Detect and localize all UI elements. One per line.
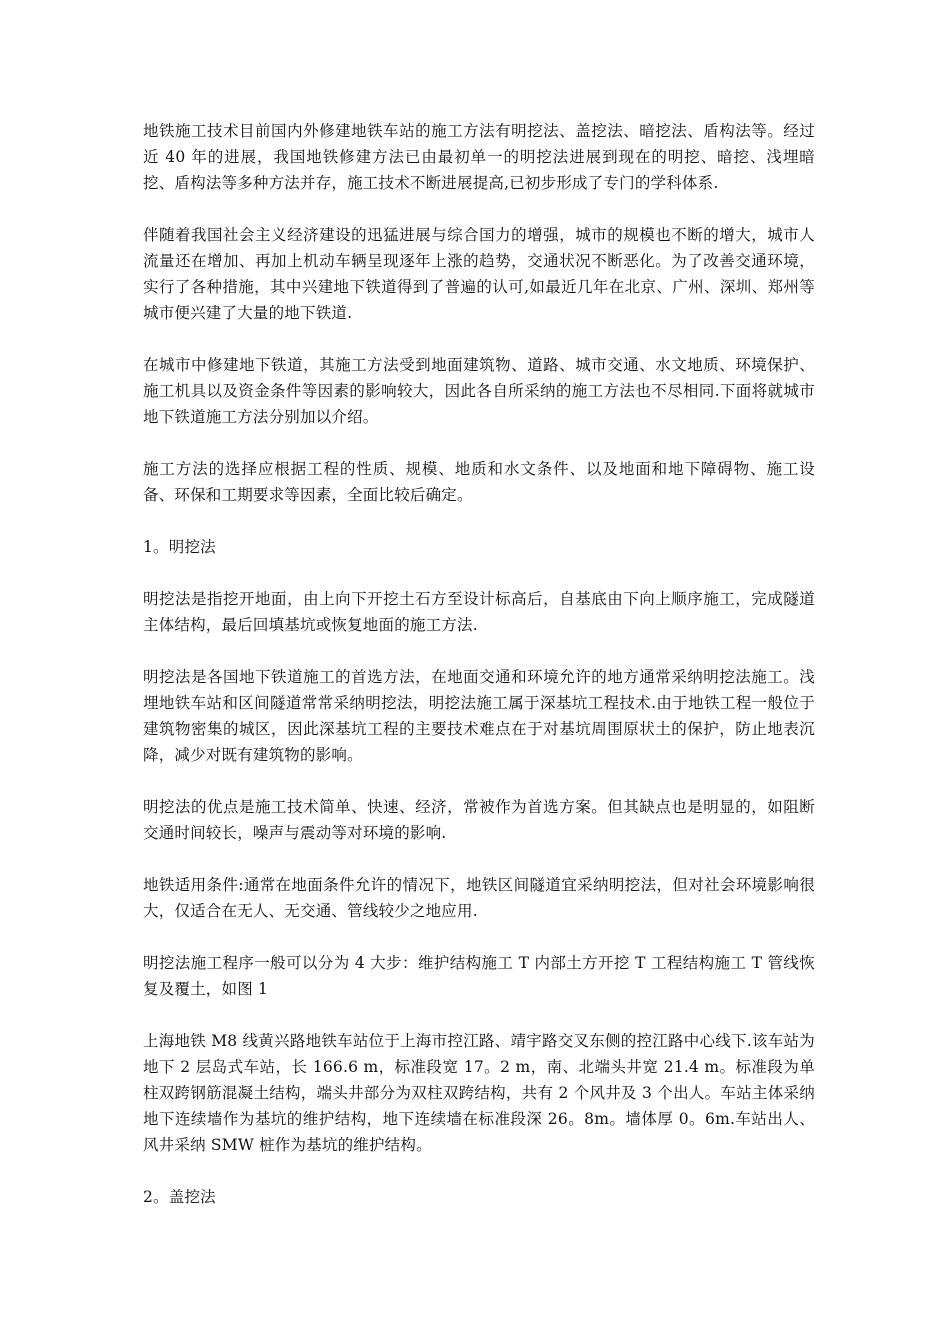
paragraph-method-selection: 施工方法的选择应根据工程的性质、规模、地质和水文条件、以及地面和地下障碍物、施工设备、环保和工期要求等因素，全面比较后确定。 <box>143 460 815 504</box>
paragraph-open-cut-procedure: 明挖法施工程序一般可以分为 4 大步：维护结构施工 T 内部土方开挖 T 工程结构施工 T 管线恢复及覆土，如图 1 <box>143 954 815 998</box>
paragraph-intro: 地铁施工技术目前国内外修建地铁车站的施工方法有明挖法、盖挖法、暗挖法、盾构法等。经过近 40 年的进展，我国地铁修建方法已由最初单一的明挖法进展到现在的明挖、暗挖、浅埋暗挖、盾构法等多种方法并存，施工技术不断进展提高,已初步形成了专门的学科体系. <box>143 122 815 192</box>
document-body <box>143 118 815 1236</box>
paragraph-open-cut-usage: 明挖法是各国地下铁道施工的首选方法，在地面交通和环境允许的地方通常采纳明挖法施工。浅埋地铁车站和区间隧道常常采纳明挖法，明挖法施工属于深基坑工程技术.由于地铁工程一般位于建筑物密集的城区，因此深基坑工程的主要技术难点在于对基坑周围原状土的保护，防止地表沉降，减少对既有建筑物的影响。 <box>143 668 815 764</box>
section-heading-cover-cut: 2。盖挖法 <box>143 1188 216 1206</box>
paragraph-open-cut-pros-cons: 明挖法的优点是施工技术简单、快速、经济，常被作为首选方案。但其缺点也是明显的，如阻断交通时间较长，噪声与震动等对环境的影响. <box>143 798 815 842</box>
paragraph-open-cut-definition: 明挖法是指挖开地面，由上向下开挖土石方至设计标高后，自基底由下向上顺序施工，完成隧道主体结构，最后回填基坑或恢复地面的施工方法. <box>143 590 815 634</box>
section-heading-open-cut: 1。明挖法 <box>143 538 216 556</box>
paragraph-background: 伴随着我国社会主义经济建设的迅猛进展与综合国力的增强，城市的规模也不断的增大，城市人流量还在增加、再加上机动车辆呈现逐年上涨的趋势，交通状况不断恶化。为了改善交通环境，实行了各种措施，其中兴建地下铁道得到了普遍的认可,如最近几年在北京、广州、深圳、郑州等城市便兴建了大量的地下铁道. <box>143 226 815 322</box>
paragraph-open-cut-conditions: 地铁适用条件:通常在地面条件允许的情况下，地铁区间隧道宜采纳明挖法，但对社会环境影响很大，仅适合在无人、无交通、管线较少之地应用. <box>143 876 815 920</box>
paragraph-factors: 在城市中修建地下铁道，其施工方法受到地面建筑物、道路、城市交通、水文地质、环境保护、施工机具以及资金条件等因素的影响较大，因此各自所采纳的施工方法也不尽相同.下面将就城市地下铁道施工方法分别加以介绍。 <box>143 356 815 426</box>
paragraph-example-station: 上海地铁 M8 线黄兴路地铁车站位于上海市控江路、靖宇路交叉东侧的控江路中心线下.该车站为地下 2 层岛式车站，长 166.6 m，标准段宽 17。2 m，南、北端头井宽 21.4 m。标准段为单柱双跨钢筋混凝土结构，端头井部分为双柱双跨结构，共有 2 个风井及 3 个出人。车站主体采纳地下连续墙作为基坑的维护结构，地下连续墙在标准段深 26。8m。墙体厚 0。6m.车站出人、风井采纳 SMW 桩作为基坑的维护结构。 <box>143 1032 815 1154</box>
